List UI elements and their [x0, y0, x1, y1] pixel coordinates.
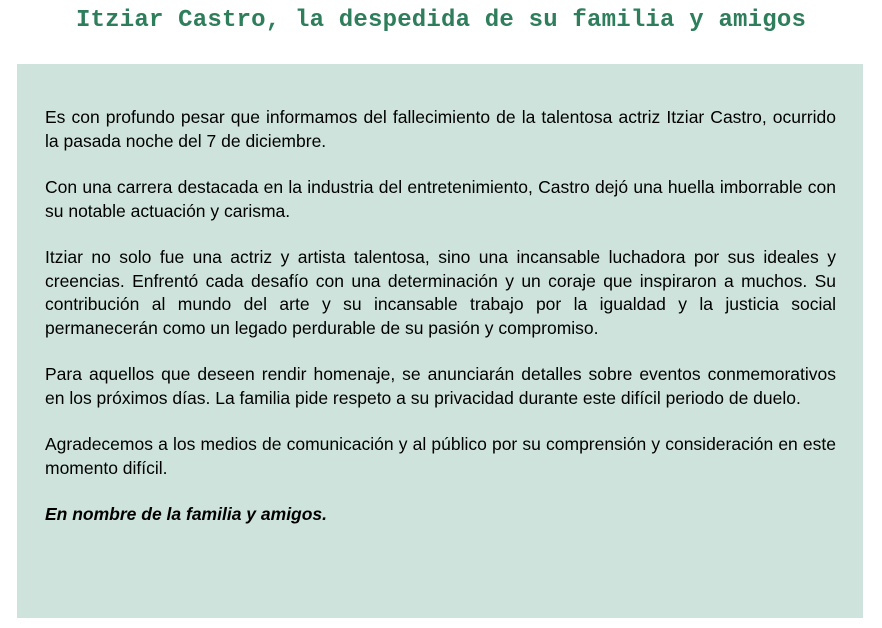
paragraph-career: Con una carrera destacada en la industria del entretenimiento, Castro dejó una huella imborrable con su notable actuación y carisma.	[45, 177, 836, 221]
paragraph-legacy: Itziar no solo fue una actriz y artista talentosa, sino una incansable luchadora por sus ideales y creencias. Enfrentó cada desafío con una determinación y un coraje que inspiraron a muchos. Su contribución al mundo del arte y su incansable trabajo por la igualdad y la justicia social permanecerán como un legado perdurable de su pasión y compromiso.	[45, 247, 836, 338]
announcement-panel	[17, 64, 863, 618]
paragraph-memorial-events: Para aquellos que deseen rendir homenaje, se anunciarán detalles sobre eventos conmemorativos en los próximos días. La familia pide respeto a su privacidad durante este difícil periodo de duelo.	[45, 364, 836, 408]
paragraph-thanks: Agradecemos a los medios de comunicación y al público por su comprensión y consideración en este momento difícil.	[45, 434, 836, 478]
announcement-body	[45, 106, 836, 527]
paragraph-announcement: Es con profundo pesar que informamos del fallecimiento de la talentosa actriz Itziar Castro, ocurrido la pasada noche del 7 de diciembre.	[45, 107, 836, 151]
signature: En nombre de la familia y amigos.	[45, 504, 328, 524]
page-title: Itziar Castro, la despedida de su familia y amigos	[75, 7, 807, 34]
